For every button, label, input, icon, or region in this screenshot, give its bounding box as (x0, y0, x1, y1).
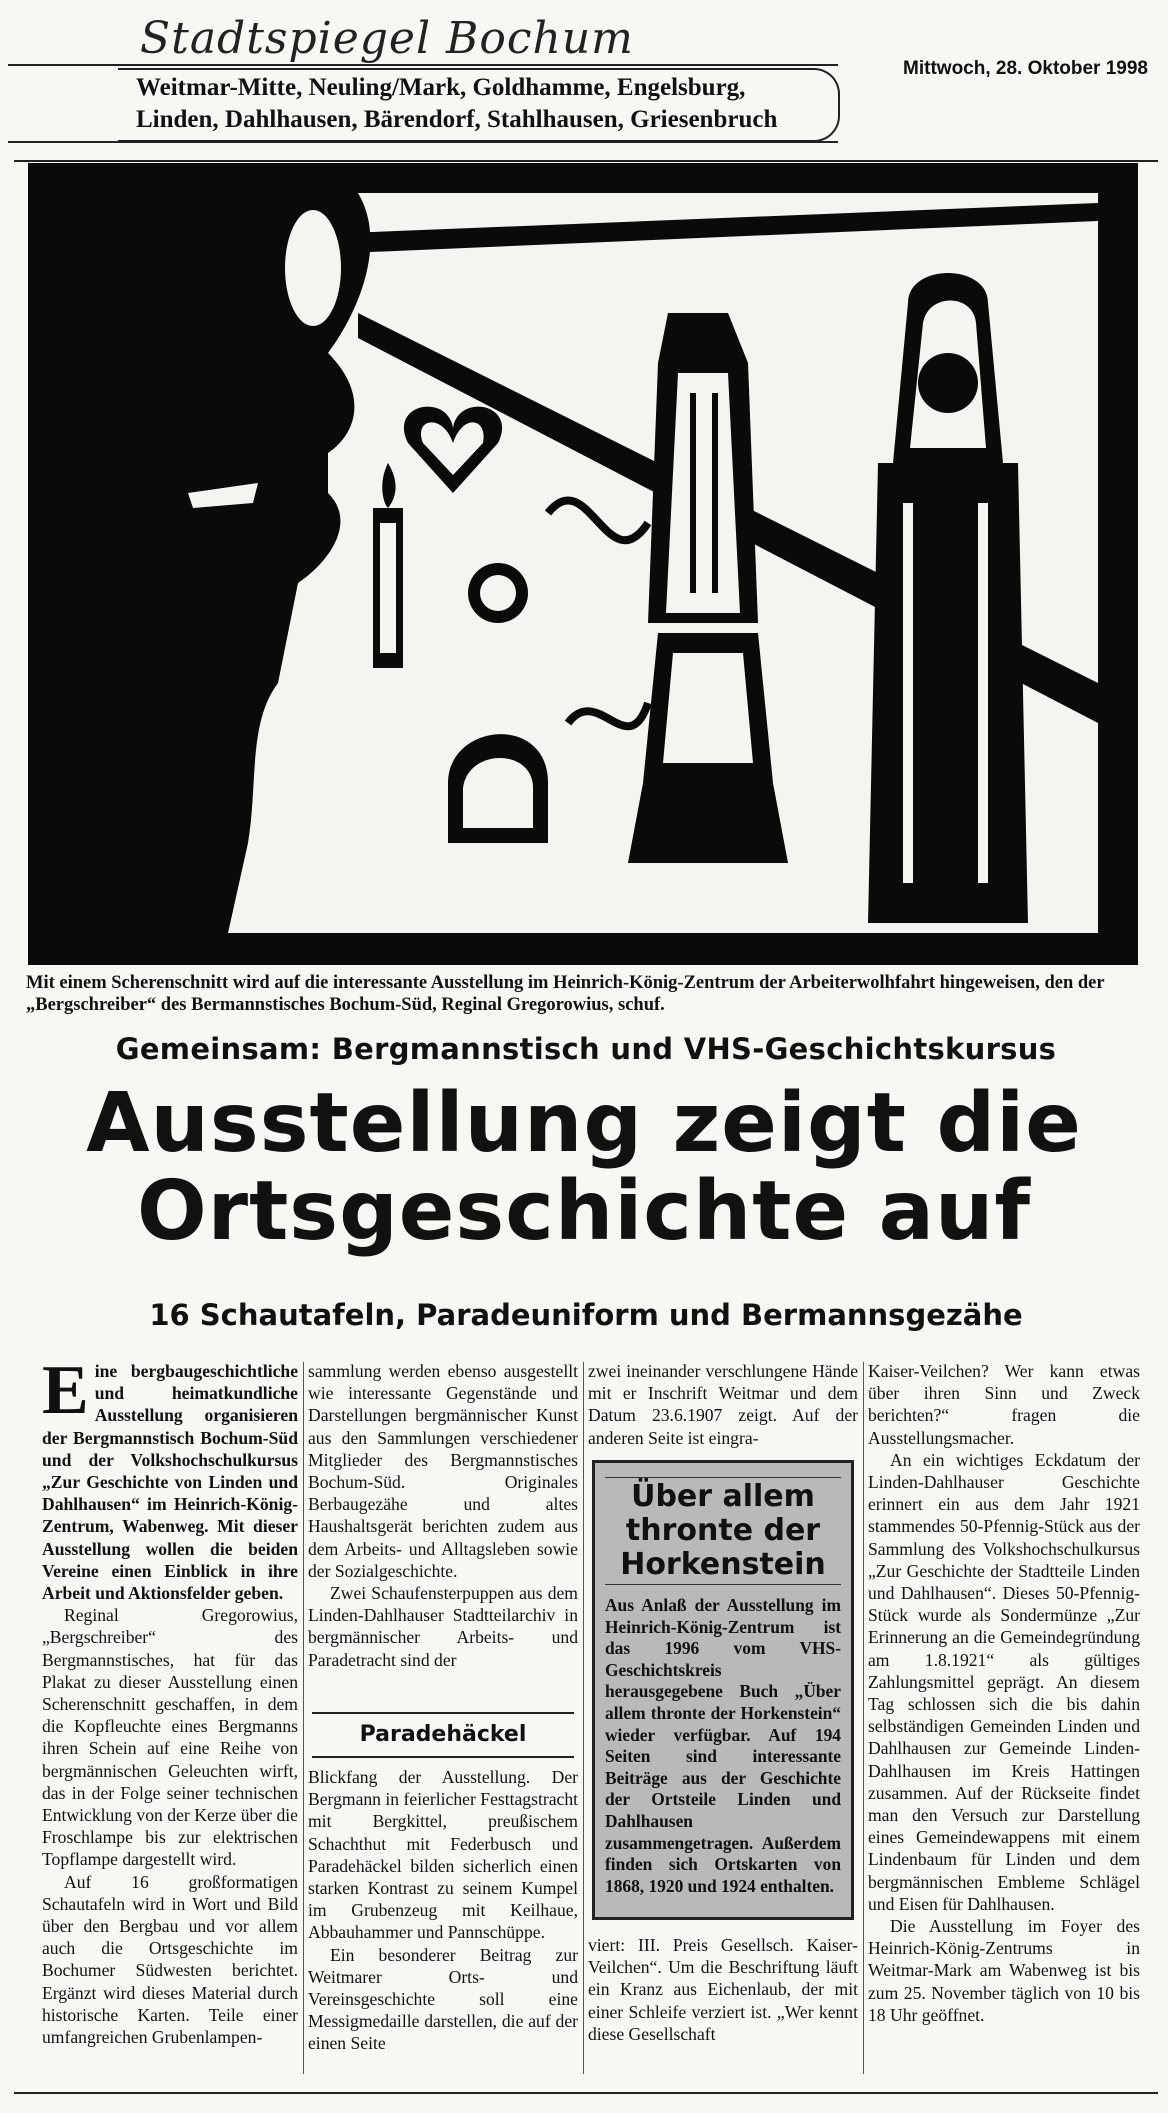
column-divider (863, 1362, 864, 2074)
info-box (592, 1460, 854, 1920)
page-rule (14, 160, 1158, 162)
info-box-title: Über allem thronte der Horkenstein (605, 1477, 841, 1585)
papercut-illustration (28, 163, 1138, 965)
page-bottom-rule (14, 2092, 1158, 2094)
image-caption: Mit einem Scherenschnitt wird auf die interessante Ausstellung im Heinrich-König-Zentrum der Arbeiterwolhfahrt hingeweisen, den der „Bergschreiber“ des Bermannstisches Bochum-Süd, Reginal Gregorowius, schuf. (26, 973, 1105, 1015)
column-divider (583, 1362, 584, 2074)
districts-line-2: Linden, Dahlhausen, Bärendorf, Stahlhausen, Griesenbruch (136, 106, 778, 133)
column-divider (303, 1362, 304, 2074)
districts-line-1: Weitmar-Mitte, Neuling/Mark, Goldhamme, Engelsburg, (136, 74, 746, 101)
article-subhead: 16 Schautafeln, Paradeuniform und Bermannsgezähe (149, 1298, 1023, 1332)
body-paragraph: Kaiser-Veilchen? Wer kann etwas über ihren Sinn und Zweck berichten?“ fragen die Ausstellungsmacher. (868, 1361, 1140, 1448)
body-paragraph: sammlung werden ebenso ausgestellt wie interessante Gegenstände und Darstellungen bergmännischer Kunst aus den Sammlungen verschiedener Mitglieder des Bergmannstisches Bochum-Süd. Originales Berbaugezähe und altes Haushaltsgerät berichten zudem aus dem Arbeits- und Alltagsleben sowie der Sozialgeschichte. (308, 1361, 578, 1581)
body-paragraph: Auf 16 großformatigen Schautafeln wird in Wort und Bild über den Bergbau und vor allem auch die Ortsgeschichte im Bochumer Südwesten berichtet. Ergänzt wird dieses Material durch historische Karten. Teile einer umfangreichen Grubenlampen- (42, 1871, 298, 2048)
body-paragraph: viert: III. Preis Gesellsch. Kaiser-Veilchen“. Um die Beschriftung läuft ein Kranz aus Eichenlaub, der mit einer Schleife verziert ist. „Wer kennt diese Gesellschaft (588, 1935, 858, 2044)
article-column-3-continued (588, 1934, 858, 2045)
article-kicker: Gemeinsam: Bergmannstisch und VHS-Geschichtskursus (115, 1032, 1057, 1066)
body-paragraph: Ein besonderer Beitrag zur Weitmarer Orts- und Vereinsgeschichte soll eine Messigmedaille darstellen, die auf der einen Seite (308, 1944, 578, 2054)
dropcap-letter: E (42, 1352, 89, 1429)
masthead-rule (8, 64, 838, 66)
lead-text: ine bergbaugeschichtliche und heimatkundliche Ausstellung organisieren der Bergmannstisch Bochum-Süd und der Volkshochschulkursus „Zur Geschichte von Linden und Dahlhausen“ im Heinrich-König-Zentrum, Wabenweg. Mit dieser Ausstellung wollen die beiden Vereine einen Einblick in ihre Arbeit und Aktionsfelder geben. (42, 1361, 298, 1604)
article-headline (14, 1076, 1154, 1259)
article-column-2 (308, 1360, 578, 1700)
districts-list (136, 72, 836, 136)
body-paragraph: An ein wichtiges Eckdatum der Linden-Dahlhauser Geschichte erinnert ein aus dem Jahr 1921 stammendes 50-Pfennig-Stück aus der Sammlung des Volkshochschulkursus „Zur Geschichte der Stadtteile Linden und Dahlhausen“. Dieses 50-Pfennig-Stück wurde als Sondermünze „Zur Erinnerung an die Gemeindegründung am 1.8.1921“ als gültiges Zahlungsmittel geprägt. An diesem Tag schlossen sich die bis dahin selbständigen Gemeinden Linden und Dahlhausen zur Gemeinde Linden-Dahlhausen im Kreis Hattingen zusammen. Auf der Rückseite findet man den Versuch zur Darstellung eines Gemeindewappens mit einem Lindenbaum für Linden und dem bergmännischen Embleme Schlägel und Eisen für Dahlhausen. (868, 1449, 1140, 1914)
body-paragraph: zwei ineinander verschlungene Hände mit er Inschrift Weitmar und dem Datum 23.6.1907 zeigt. Auf der anderen Seite ist eingra- (588, 1361, 858, 1448)
section-subtitle: Paradehäckel (312, 1712, 574, 1758)
headline-line-1: Ausstellung zeigt die (86, 1076, 1082, 1171)
article-column-2-continued (308, 1766, 578, 2055)
body-paragraph: Die Ausstellung im Foyer des Heinrich-König-Zentrums in Weitmar-Mark am Wabenweg ist bis zum 25. November täglich von 10 bis 18 Uhr geöffnet. (868, 1916, 1140, 2025)
papercut-artwork (28, 163, 1138, 965)
newspaper-title: Stadtspiegel Bochum (140, 13, 634, 64)
info-box-text: Aus Anlaß der Ausstellung im Heinrich-König-Zentrum ist das 1996 vom VHS-Geschichtskreis herausgegebene Buch „Über allem thronte der Horkenstein“ wieder verfügbar. Auf 194 Seiten sind interessante Beiträge aus der Geschichte der Ortsteile Linden und Dahlhausen zusammengetragen. Außerdem finden sich Ortskarten von 1868, 1920 und 1924 enthalten. (605, 1595, 841, 1896)
lead-paragraph (42, 1352, 298, 1604)
issue-date: Mittwoch, 28. Oktober 1998 (903, 58, 1148, 79)
article-column-1 (42, 1352, 298, 2048)
article-column-4 (868, 1360, 1140, 2026)
article-column-3 (588, 1360, 858, 1449)
body-paragraph: Zwei Schaufensterpuppen aus dem Linden-Dahlhauser Stadtteilarchiv in bergmännischer Arbeits- und Paradetracht sind der (308, 1583, 578, 1670)
headline-line-2: Ortsgeschichte auf (136, 1164, 1032, 1259)
body-paragraph: Blickfang der Ausstellung. Der Bergmann in feierlicher Festtagstracht mit Bergkittel, preußischem Schachthut mit Federbusch und Paradehäckel bilden sicherlich einen starken Kontrast zu seinem Kumpel im Grubenzeug mit Keilhaue, Abbauhammer und Pannschüppe. (308, 1767, 578, 1943)
body-paragraph: Reginal Gregorowius, „Bergschreiber“ des Bergmannstisches, hat für das Plakat zu dieser Ausstellung einen Scherenschnitt geschaffen, in dem die Kopfleuchte eines Bergmanns ihren Schein auf eine Reihe von bergmännischen Geleuchten wirft, das in der Folge seiner technischen Entwicklung von der Kerze über die Froschlampe bis zur elektrischen Topflampe dargestellt wird. (42, 1605, 298, 1870)
